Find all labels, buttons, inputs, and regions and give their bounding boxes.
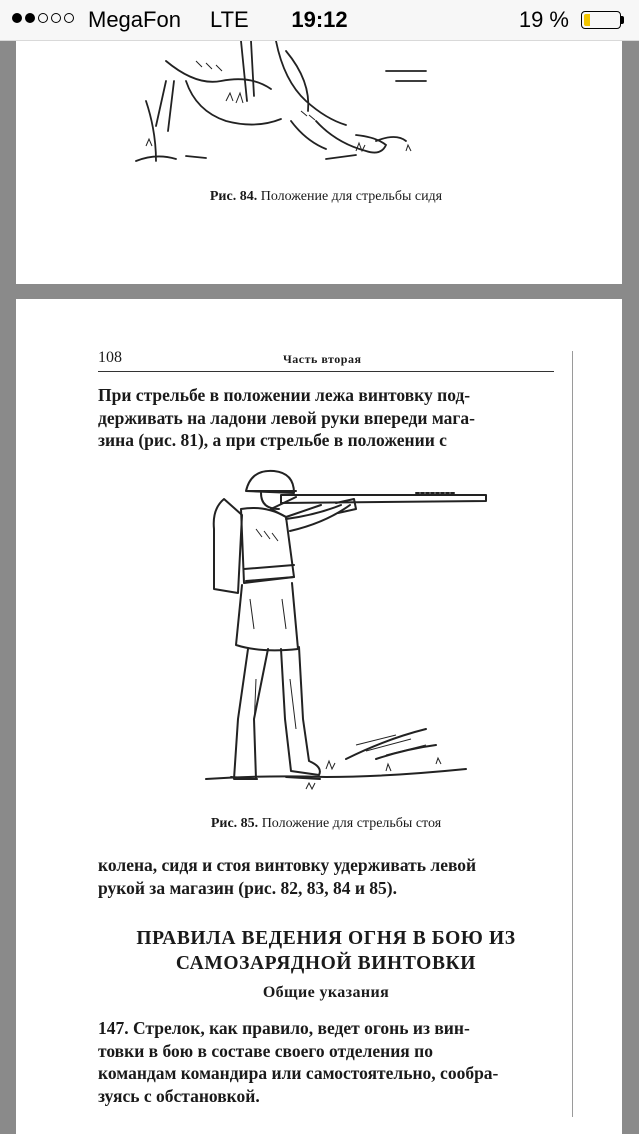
figure-number: Рис. 85. <box>210 816 259 831</box>
section-title-line: ПРАВИЛА ВЕДЕНИЯ ОГНЯ В БОЮ ИЗ <box>136 928 516 949</box>
network-type: LTE <box>210 7 249 32</box>
document-page-previous[interactable] <box>16 41 622 284</box>
status-bar <box>0 0 639 41</box>
text-line: товки в бою в составе своего отделения по <box>98 1040 433 1061</box>
battery-level-fill <box>584 14 590 26</box>
page-number: 108 <box>98 349 122 366</box>
figure-caption-text: Положение для стрельбы сидя <box>260 189 443 204</box>
page-edge-line <box>572 351 573 1117</box>
text-line: командам командира или самостоятельно, сообра- <box>98 1063 499 1083</box>
text-line: При стрельбе в положении лежа винтовку под- <box>98 385 471 405</box>
paragraph-2 <box>98 854 554 899</box>
section-title <box>98 926 554 976</box>
paragraph-1 <box>98 384 554 452</box>
figure-caption-text: Положение для стрельбы стоя <box>261 816 442 831</box>
paragraph-147 <box>98 1017 554 1107</box>
text-line: зина (рис. 81), а при стрельбе в положении с <box>98 430 447 450</box>
carrier-name: MegaFon <box>88 7 181 32</box>
text-line: колена, сидя и стоя винтовку удерживать левой <box>98 855 477 875</box>
figure-84-illustration <box>126 41 446 171</box>
subsection-title: Общие указания <box>262 984 390 1001</box>
figure-85-caption <box>98 816 554 832</box>
text-line: зуясь с обстановкой. <box>98 1085 260 1106</box>
battery-percentage: 19 % <box>518 7 569 32</box>
running-header <box>98 349 554 372</box>
status-time: 19:12 <box>291 7 348 32</box>
figure-84-caption <box>98 189 554 205</box>
text-line: держивать на ладони левой руки впереди мага- <box>98 407 475 428</box>
battery-icon <box>581 11 625 31</box>
figure-number: Рис. 84. <box>209 189 258 204</box>
section-title-line: САМОЗАРЯДНОЙ ВИНТОВКИ <box>175 953 477 974</box>
text-line: рукой за магазин (рис. 82, 83, 84 и 85). <box>98 877 397 898</box>
figure-85-illustration <box>186 459 496 809</box>
part-title: Часть вторая <box>283 352 362 366</box>
text-line: 147. Стрелок, как правило, ведет огонь из вин- <box>98 1018 470 1038</box>
document-page-108[interactable] <box>16 299 622 1134</box>
